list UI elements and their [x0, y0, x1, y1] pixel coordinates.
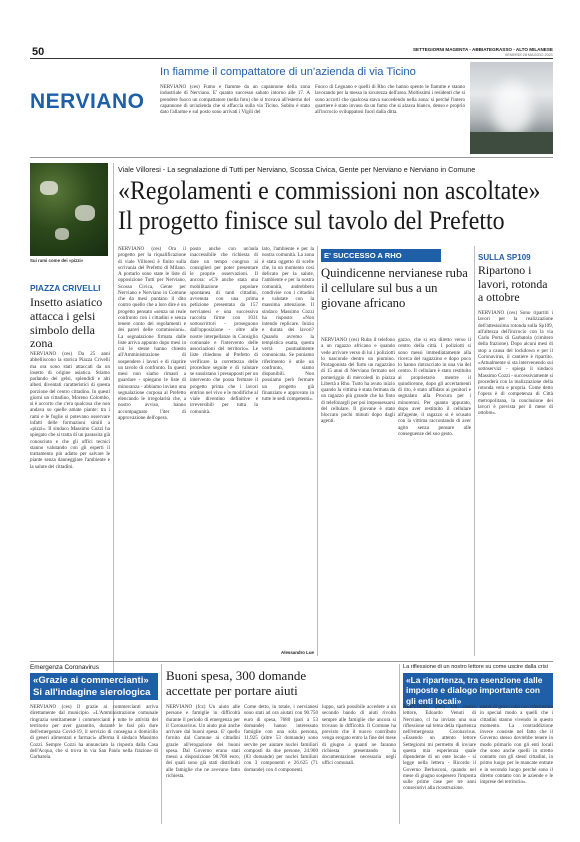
mulberry-tree-photo — [30, 163, 108, 256]
bottom-right-col1: NERVIANO (ces) Un nostro lettore, Edoardo Venuti di Nerviano, ci ha inviato una sua riflessione sul tema della ripartenza nell'emergenza Coronavirus. «Essendo un attento lettore Settegiorni mi permetto di inviare questa mia esperienza quale dipendente di un ente locale - si legge nella lettera - Ricordo il Governo Berlusconi, quando nel mese di giugno sospesero l'imposta sulle prime case per tre anni consecutivi alla ricostruzione. — [403, 704, 476, 792]
main-story-headline-2: Il progetto finisce sul tavolo del Prefetto — [118, 206, 505, 235]
main-story-col3: lato, l'ambiente e per la nostra comunità. La zona è stata oggetto di scelte che, in un momento così delicato per la salute, l'ambiente e per la nostra comunità, andrebbero condivise con i cittadini e valutate con la massima attenzione. Il sindaco Massimo Cozzi ha risposto: «Non intendo replicare. Inizio e durata dei lavori? Quando avremo la tempistica esatta, questa verrà puntualmente comunicata. Se poniamo riferimento è utile un confronto, siamo disponibili. Non possiamo però fermare un progetto già finanziato e approvato in tutte le sedi competenti». — [262, 246, 314, 402]
main-story-col2: posto anche con un'aula inaccessibile che richiesta di dare un tempo congruo ai consiglieri per poter presentare le proprie osservazioni. Il ancora: «C'è anche stata una mobilitazione popolare spontanea di tanti cittadini, avvenuta con una prima petizione presentata da 157 nervianesi e una successiva raccolta firme con 1031 sottoscrittori - proseguono dall'opposizione - oltre alle nostre interpellanze in Consiglio comunale e l'intervento delle associazioni del territorio». Le liste chiedono al Prefetto di verificare la correttezza delle procedure seguite e di valutare se sussistano i presupposti per un intervento che possa fermare il progetto prima che i lavori entrino nel vivo e le modifiche al viale diventino definitive e irreversibili per tutta la comunità. — [190, 246, 258, 415]
left-section-label: PIAZZA CRIVELLI — [30, 283, 101, 293]
bottom-left-kicker: Emergenza Coronavirus — [30, 664, 99, 671]
theft-story-col2: gazzo, che si era diretto verso il centro della città. I poliziotti si sono messi immediatamente alla ricerca del ragazzino e dopo poco lo hanno rintracciato in una via del centro. Il cellulare è stato restituito al proprietario mentre il quindicenne, dopo gli accertamenti di rito, è stato affidato ai genitori e segnalato alla Procura per i minorenni. Per quanto appurato, dopo aver restituito il cellulare all'agente, il ragazzo si è scusato con la vittima raccontando di aver agito senza pensare alle conseguenze del suo gesto. — [398, 337, 471, 437]
bottom-middle-col3: luppo, sarà possibile accedere a un secondo bando di aiuti rivolto sempre alle famiglie che ancora si trovano in difficoltà. Il Comune ha previsto che il nuovo contributo venga erogato entro la fine del mese di giugno a quanti ne faranno richiesta presentando la documentazione necessaria negli uffici comunali. — [322, 704, 396, 767]
main-story-col1: NERVIANO (ces) Ora il progetto per la riqualificazione di viale Villoresi è finito sulla scrivania del Prefetto di Milano. A portarlo sono state le liste di opposizione Tutti per Nerviano, Scossa Civica, Gente per Nerviano e Nerviano in Comune che da mesi puntano il dito contro quello che a loro dire è un progetto pensato «senza un reale confronto con i cittadini e senza tenere conto dei regolamenti e dei pareri delle commissioni». La segnalazione firmata dalle liste arriva appunto dopo mesi in cui le stesse hanno chiesto all'Amministrazione di sospendere i lavori e di riaprire un tavolo di confronto. In questi mesi non siamo rimasti a guardare - spiegano le liste di minoranza - abbiamo inviato una segnalazione corposa al Prefetto elencando le irregolarità che, a nostro avviso, hanno accompagnato l'iter di approvazione dell'opera. — [118, 246, 186, 421]
sp109-body: NERVIANO (ces) Sono ripartiti i lavori per la realizzazione dell'attesissima rotonda sulla Sp109, all'altezza dell'incrocio con la via Carlo Porta di Garbatola (cimitero della frazione). Dopo alcuni mesi di stop a causa del lockdown e per il Coronavirus, il cantiere è ripartito. «Attualmente si sta intervenendo sui sottoservizi - spiega il sindaco Massimo Cozzi - successivamente si procederà con la realizzazione della rotonda vera e propria. Come detto l'opera è di competenza di Città metropolitana, la conclusione dei lavori è prevista per il mese di ottobre». — [478, 310, 553, 416]
page-number: 50 — [32, 46, 45, 58]
bottom-right-headline: «La ripartenza, tra esenzione dalle imposte e dialogo importante con gli enti locali» — [403, 673, 553, 708]
fire-photo — [470, 62, 553, 154]
left-story-headline: Insetto asiatico attacca i gelsi simbolo della zona — [30, 295, 103, 351]
fire-story-col2: Fuoco di Legnano e quelli di Rho che hanno spento le fiamme e stanno lavorando per la messa in sicurezza dell'area. Moltissimi i residenti che si sono accorti che qualcosa stava succedendo nella zona: si perché l'intero quartiere è stato invaso da un fumo che si alzava bianco, denso e proprio all'incrocio sviluppatosi fuori dalla ditta. — [315, 84, 465, 115]
lower-section-rule — [30, 661, 553, 662]
bottom-left-headline: «Grazie ai commercianti» Si all'indagine sierologica — [30, 673, 158, 700]
main-story-headline-1: «Regolamenti e commissioni non ascoltate» — [118, 176, 541, 205]
bottom-left-rule — [161, 664, 162, 824]
bottom-right-kicker: La riflessione di un nostro lettore su come uscire dalla crisi — [403, 664, 548, 670]
bottom-middle-col1: NERVIANO (fcz) Un aiuto alle persone e famiglie in difficoltà durante il periodo di emergenza per il Coronavirus. Un aiuto può anche arrivare dai buoni spesa. E' quello fornito dal Comune ai cittadini grazie all'erogazione dei buoni spesa. Dal Governo erano stati messi a disposizione 98.768 euro, dei quali sono già stati distribuiti alle famiglie che ne avevano fatto richiesta. — [166, 704, 240, 779]
right-column-rule — [474, 246, 475, 656]
sp109-headline: Ripartono i lavori, rotonda a ottobre — [478, 263, 548, 305]
sp109-label: SULLA SP109 — [478, 253, 531, 262]
fire-story-col1: NERVIANO (ces) Fumo e fiamme da un capannone della zona industriale di Nerviano. E' quanto successo sabato intorno alle 17. A prendere fuoco un compattatore (nella foto) che si trovava all'esterno del capannone di un'azienda che si affaccia sulla via Ticino. Subito è stato dato l'allarme e sul posto sono arrivati i Vigili del — [160, 84, 310, 115]
theft-story-banner: E' SUCCESSO A RHO — [321, 249, 441, 262]
fire-story-headline: In fiamme il compattatore di un'azienda di via Ticino — [160, 66, 416, 78]
theft-story-headline: Quindicenne nervianese ruba il cellulare sul bus a un giovane africano — [321, 266, 468, 310]
section-title: NERVIANO — [30, 90, 145, 113]
bottom-middle-headline-1: Buoni spesa, 300 domande — [166, 668, 307, 683]
header-rule — [30, 58, 553, 59]
top-section-rule — [30, 157, 553, 158]
bottom-right-rule — [399, 664, 400, 824]
publication-name: SETTEGIORNI MAGENTA - ABBIATEGRASSO - ALTO MILANESE — [412, 47, 553, 52]
main-col-rule — [317, 246, 318, 656]
left-story-body: NERVIANO (ces) Da 25 anni abbelliscono la storica Piazza Crivelli ma ora sono stati attaccati da un insetto di origine asiatica. Stiamo parlando dei gelsi, splendidi e alti alberi diventati caratteristici di questa porzione del centro cittadino. In questi giorni un cittadino, Moreno Colombo, si è accorto che c'era qualcosa che non andava su quelle amate piante: tra i rami e le foglie si potevano osservare infatti delle formazioni simili a «pizzi». Il sindaco Massimo Cozzi ha spiegato che si tratta di un parassita già conosciuto e che gli uffici tecnici stanno valutando con gli esperti il trattamento più adatto per salvare le piante senza danneggiare l'ambiente e la salute dei cittadini. — [30, 351, 110, 470]
bottom-left-body: NERVIANO (ces) Il grazie ai commercianti arriva direttamente dal municipio. «L'Amministrazione comunale ringrazia sentitamente i commercianti e tutte le attività del territorio per aver garantito, durante le fasi più dure dell'emergenza Covid-19, il servizio di consegna a domicilio di generi alimentari e farmaci» afferma il sindaco Massimo Cozzi. Sempre Cozzi ha annunciato la risposta dalla Casa dell'Acqua, che si trova in via San Paolo nella frazione di Garbatola. — [30, 704, 158, 760]
bottom-right-col2: menti di grave crisi con riferimento in special modo a quelli che i cittadini stanno vivendo in questo momento. La contraddizione invece consiste nel fatto che il Governo stesso dovrebbe tenere in modo primario con gli enti locali che sono anche quelli in stretto contatto con gli stessi cittadini, in primo luogo per le mancate entrate e in secondo luogo perché sono il diretto contatto con le aziende e le imprese del territorio». — [480, 704, 553, 785]
main-story-kicker: Viale Villoresi - La segnalazione di Tutti per Nerviano, Scossa Civica, Gente per Nerviano e Nerviano in Comune — [118, 165, 476, 174]
photo-caption: Sui rami come dei «pizzi» — [30, 258, 84, 263]
bottom-middle-col2: Come detto, in totale, i nervianesi sono stati ad ora aiutati con 90.750 euro di spesa, 7680 (pari a 53 domande) hanno interessato famiglie con una sola persona, 11.925 (altre 53 domande) sono servite per aiutare nuclei familiari composti da due persone, 24.900 (83 domande) per nuclei familiari con 3 componenti e 26.625 (71 domande) con 4 componenti. — [244, 704, 318, 773]
bottom-middle-headline-2: accettate per portare aiuti — [166, 683, 298, 698]
publication-date: VENERDÌ 28 MAGGIO 2021 — [504, 53, 553, 57]
main-story-byline: Alessandro Lue — [281, 650, 314, 655]
theft-story-col1: NERVIANO (ces) Ruba il telefono a un ragazzo africano e quando vede arrivare verso di lui i poliziotti lo nasconde dentro un piumino. Protagonista del furto un ragazzino di 15 anni di Nerviano fermato nel pomeriggio di mercoledì in piazza Libertà a Rho. Tutto ha avuto inizio quando la vittima è stata fermata da un ragazzo più grande che ha finto di telefonargli per poi impossessarsi del cellulare. Il giovane è stato bloccato pochi minuti dopo dagli agenti. — [321, 337, 395, 425]
left-column-rule — [113, 163, 114, 725]
